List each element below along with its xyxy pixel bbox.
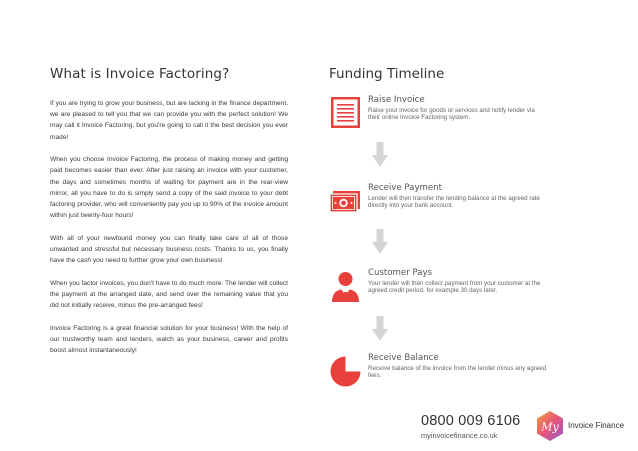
step-description: Raise your invoice for goods or services and notify lender via their online Invoice Factoring system. [368,107,535,122]
banknote-icon [329,185,362,218]
step-title: Receive Balance [368,353,439,363]
intro-paragraph: When you choose Invoice Factoring, the process of making money and getting paid becomes easier than ever. After just raising an invoice with your customer, the days and sometimes months of waiting for payment are in the rear-view mirror, all you have to do is simply send a copy of the said invoice to your debt factoring provider, who will conveniently pay you up to 90% of the invoice amount within just twenty-four hours! [50,156,288,220]
step-title: Customer Pays [368,268,433,278]
intro-paragraph: Invoice Factoring is a great financial solution for your business! With the help of our trustworthy team and lenders, watch as your business, career and profits boost almost instantaneously! [50,324,288,355]
intro-section [50,66,288,368]
intro-heading: What is Invoice Factoring? [50,66,230,82]
invoice-document-icon [329,96,362,129]
arrow-down-icon [372,316,388,342]
arrow-down-icon [372,229,388,255]
intro-paragraphs [50,98,288,356]
intro-paragraph: When you factor invoices, you don't have to do much more. The lender will collect the payment at the arranged date, and send over the remaining value that you did not initially receive, minus the pre-arranged fees! [50,279,288,310]
arrow-down-icon [372,142,388,168]
brand-name: Invoice Finance [568,421,625,430]
website-link[interactable]: myinvoicefinance.co.uk [421,431,498,440]
step-description: Receive balance of the invoice from the lender minus any agreed fees. [368,365,547,380]
intro-paragraph: If you are trying to grow your business, but are lacking in the finance department, we are pleased to tell you that we can provide you with the perfect solution! We may call it Invoice Factoring, but you're going to call it the best decision you ever made! [50,100,288,141]
step-title: Raise Invoice [368,95,425,105]
step-description: Lender will then transfer the lending balance at the agreed rate directly into your bank account. [368,195,540,210]
funding-timeline [329,66,599,380]
pie-chart-icon [329,355,362,388]
customer-person-icon [329,270,362,303]
step-description: Your lender will then collect payment from your customer at the agreed credit period, for example 30 days later. [368,280,541,295]
step-title: Receive Payment [368,183,442,193]
logo-text: My [541,420,559,434]
brand-logo-icon [535,411,565,441]
contact-block [421,413,520,440]
timeline-heading: Funding Timeline [329,66,445,82]
intro-paragraph: With all of your newfound money you can finally take care of all of those unwanted and stressful but necessary business costs. Thanks to us, you finally have the cash you need to further grow your own business! [50,234,288,265]
phone-number[interactable]: 0800 009 6106 [421,413,521,429]
